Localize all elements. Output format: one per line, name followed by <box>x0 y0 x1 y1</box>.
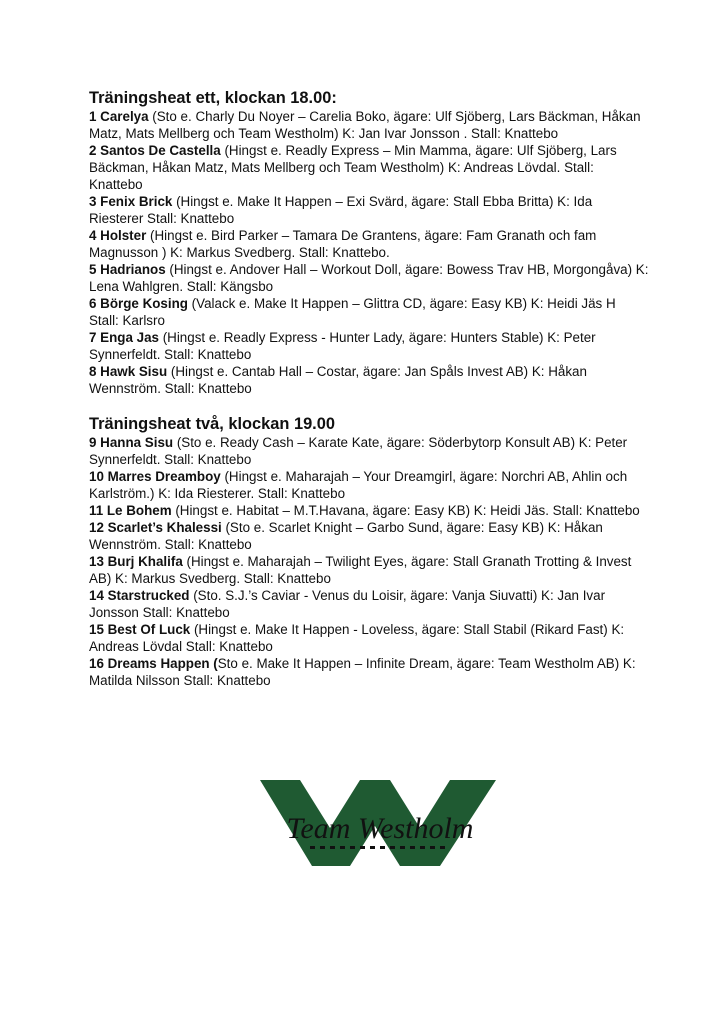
horse-name: 13 Burj Khalifa <box>89 554 183 569</box>
entry-16 <box>89 655 649 689</box>
entry-14 <box>89 587 649 621</box>
entry-13 <box>89 553 649 587</box>
horse-name: 15 Best Of Luck <box>89 622 191 637</box>
horse-name: 11 Le Bohem <box>89 503 172 518</box>
logo-dot <box>410 846 415 849</box>
entry-1 <box>89 108 649 142</box>
entry-8 <box>89 363 649 397</box>
entry-6 <box>89 295 649 329</box>
entry-details: (Hingst e. Readly Express – Min Mamma, ägare: Ulf Sjöberg, Lars Bäckman, Håkan Matz, Mats Mellberg och Team Westholm) K: Andreas Lövdal. Stall: Knattebo <box>89 143 617 192</box>
entry-details: (Hingst e. Maharajah – Twilight Eyes, ägare: Stall Granath Trotting & Invest AB) K: Markus Svedberg. Stall: Knattebo <box>89 554 632 586</box>
entry-7 <box>89 329 649 363</box>
horse-name: 3 Fenix Brick <box>89 194 173 209</box>
team-westholm-logo <box>250 776 510 868</box>
horse-name: 5 Hadrianos <box>89 262 166 277</box>
entry-details: (Sto. S.J.’s Caviar - Venus du Loisir, ägare: Vanja Siuvatti) K: Jan Ivar Jonsson Stall: Knattebo <box>89 588 606 620</box>
entry-details: (Hingst e. Make It Happen - Loveless, ägare: Stall Stabil (Rikard Fast) K: Andreas Lövdal Stall: Knattebo <box>89 622 625 654</box>
logo-dot <box>350 846 355 849</box>
document-body <box>89 88 649 689</box>
entry-11 <box>89 502 649 519</box>
entry-details: (Hingst e. Bird Parker – Tamara De Grantens, ägare: Fam Granath och fam Magnusson ) K: Markus Svedberg. Stall: Knattebo. <box>89 228 597 260</box>
entry-details: (Hingst e. Maharajah – Your Dreamgirl, ägare: Norchri AB, Ahlin och Karlström.) K: Ida Riesterer. Stall: Knattebo <box>89 469 628 501</box>
entry-12 <box>89 519 649 553</box>
horse-name: 4 Holster <box>89 228 147 243</box>
horse-name: 14 Starstrucked <box>89 588 190 603</box>
entry-3 <box>89 193 649 227</box>
logo-dot <box>310 846 315 849</box>
entry-details: Sto e. Make It Happen – Infinite Dream, ägare: Team Westholm AB) K: Matilda Nilsson Stall: Knattebo <box>89 656 636 688</box>
logo-dot <box>320 846 325 849</box>
horse-name: 2 Santos De Castella <box>89 143 221 158</box>
horse-name: 7 Enga Jas <box>89 330 159 345</box>
entry-details: (Hingst e. Andover Hall – Workout Doll, ägare: Bowess Trav HB, Morgongåva) K: Lena Wahlgren. Stall: Kängsbo <box>89 262 649 294</box>
logo-dot <box>390 846 395 849</box>
entry-4 <box>89 227 649 261</box>
logo-dot <box>420 846 425 849</box>
logo-dot <box>360 846 365 849</box>
entry-details: (Hingst e. Cantab Hall – Costar, ägare: Jan Spåls Invest AB) K: Håkan Wennström. Stall: Knattebo <box>89 364 587 396</box>
entry-details: (Sto e. Scarlet Knight – Garbo Sund, ägare: Easy KB) K: Håkan Wennström. Stall: Knattebo <box>89 520 603 552</box>
entry-9 <box>89 434 649 468</box>
entry-details: (Valack e. Make It Happen – Glittra CD, ägare: Easy KB) K: Heidi Jäs H Stall: Karlsro <box>89 296 616 328</box>
entry-15 <box>89 621 649 655</box>
entry-details: (Sto e. Charly Du Noyer – Carelia Boko, ägare: Ulf Sjöberg, Lars Bäckman, Håkan Matz, Mats Mellberg och Team Westholm) K: Jan Ivar Jonsson . Stall: Knattebo <box>89 109 641 141</box>
logo-dot <box>440 846 445 849</box>
entry-details: (Hingst e. Make It Happen – Exi Svärd, ägare: Stall Ebba Britta) K: Ida Riesterer Stall: Knattebo <box>89 194 593 226</box>
logo-dot <box>330 846 335 849</box>
logo-dot <box>380 846 385 849</box>
horse-name: 12 Scarlet’s Khalessi <box>89 520 222 535</box>
horse-name: 9 Hanna Sisu <box>89 435 174 450</box>
logo-dot <box>340 846 345 849</box>
horse-name: 16 Dreams Happen ( <box>89 656 218 671</box>
logo-dot-row <box>310 846 445 849</box>
entry-10 <box>89 468 649 502</box>
entry-details: (Hingst e. Readly Express - Hunter Lady, ägare: Hunters Stable) K: Peter Synnerfeldt. Stall: Knattebo <box>89 330 596 362</box>
logo-dot <box>430 846 435 849</box>
logo-text: Team Westholm <box>286 812 474 845</box>
horse-name: 1 Carelya <box>89 109 149 124</box>
horse-name: 10 Marres Dreamboy <box>89 469 221 484</box>
entry-5 <box>89 261 649 295</box>
horse-name: 6 Börge Kosing <box>89 296 188 311</box>
entry-2 <box>89 142 649 193</box>
entry-details: (Hingst e. Habitat – M.T.Havana, ägare: Easy KB) K: Heidi Jäs. Stall: Knattebo <box>171 503 640 518</box>
heat-one-heading: Träningsheat ett, klockan 18.00: <box>89 89 337 107</box>
heat-two-heading: Träningsheat två, klockan 19.00 <box>89 415 335 433</box>
entry-details: (Sto e. Ready Cash – Karate Kate, ägare: Söderbytorp Konsult AB) K: Peter Synnerfeldt. Stall: Knattebo <box>89 435 628 467</box>
horse-name: 8 Hawk Sisu <box>89 364 168 379</box>
logo-dot <box>400 846 405 849</box>
logo-dot <box>370 846 375 849</box>
